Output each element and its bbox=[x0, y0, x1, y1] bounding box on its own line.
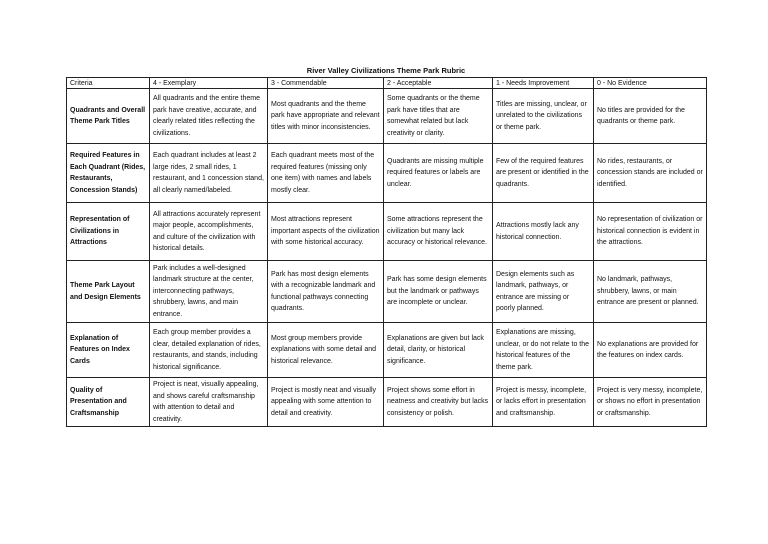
table-cell: Explanations are given but lack detail, clarity, or historical significance. bbox=[384, 323, 493, 378]
rubric-table bbox=[66, 77, 707, 427]
header-criteria: Criteria bbox=[67, 78, 150, 89]
table-cell: Few of the required features are present or identified in the quadrants. bbox=[493, 144, 594, 203]
table-row bbox=[67, 323, 707, 378]
header-row bbox=[67, 78, 707, 89]
table-cell: No rides, restaurants, or concession stands are included or identified. bbox=[594, 144, 707, 203]
table-cell: No representation of civilization or historical connection is evident in the attractions. bbox=[594, 203, 707, 261]
criteria-cell: Required Features in Each Quadrant (Rides, Restaurants, Concession Stands) bbox=[67, 144, 150, 203]
table-row bbox=[67, 378, 707, 427]
table-cell: Each quadrant meets most of the required features (missing only one item) with names and labels mostly clear. bbox=[268, 144, 384, 203]
table-cell: Project is very messy, incomplete, or shows no effort in presentation or craftsmanship. bbox=[594, 378, 707, 427]
table-cell: Most attractions represent important aspects of the civilization with some historical accuracy. bbox=[268, 203, 384, 261]
table-cell: Project is mostly neat and visually appealing with some attention to detail and creativity. bbox=[268, 378, 384, 427]
header-exemplary: 4 - Exemplary bbox=[150, 78, 268, 89]
header-no-evidence: 0 - No Evidence bbox=[594, 78, 707, 89]
table-cell: Quadrants are missing multiple required features or labels are unclear. bbox=[384, 144, 493, 203]
header-commendable: 3 - Commendable bbox=[268, 78, 384, 89]
table-cell: Design elements such as landmark, pathways, or entrance are missing or poorly planned. bbox=[493, 261, 594, 323]
table-cell: Each group member provides a clear, detailed explanation of rides, restaurants, and stands, including historical significance. bbox=[150, 323, 268, 378]
table-cell: Park has some design elements but the landmark or pathways are incomplete or unclear. bbox=[384, 261, 493, 323]
table-cell: Attractions mostly lack any historical connection. bbox=[493, 203, 594, 261]
table-row bbox=[67, 144, 707, 203]
table-cell: Most group members provide explanations with some detail and historical relevance. bbox=[268, 323, 384, 378]
table-cell: Some attractions represent the civilization but many lack accuracy or historical relevance. bbox=[384, 203, 493, 261]
table-cell: Some quadrants or the theme park have titles that are somewhat related but lack creativity or clarity. bbox=[384, 89, 493, 144]
header-needs-improvement: 1 - Needs Improvement bbox=[493, 78, 594, 89]
document-title: River Valley Civilizations Theme Park Rubric bbox=[306, 66, 466, 75]
table-cell: Titles are missing, unclear, or unrelated to the civilizations or theme park. bbox=[493, 89, 594, 144]
table-cell: Project is neat, visually appealing, and shows careful craftsmanship with attention to detail and creativity. bbox=[150, 378, 268, 427]
criteria-cell: Theme Park Layout and Design Elements bbox=[67, 261, 150, 323]
table-cell: All quadrants and the entire theme park have creative, accurate, and clearly related titles reflecting the civilizations. bbox=[150, 89, 268, 144]
criteria-cell: Quadrants and Overall Theme Park Titles bbox=[67, 89, 150, 144]
criteria-cell: Representation of Civilizations in Attractions bbox=[67, 203, 150, 261]
table-cell: Explanations are missing, unclear, or do not relate to the historical features of the theme park. bbox=[493, 323, 594, 378]
table-cell: No titles are provided for the quadrants or theme park. bbox=[594, 89, 707, 144]
table-cell: No explanations are provided for the features on index cards. bbox=[594, 323, 707, 378]
table-cell: All attractions accurately represent major people, accomplishments, and culture of the civilization with historical details. bbox=[150, 203, 268, 261]
table-cell: Most quadrants and the theme park have appropriate and relevant titles with minor inconsistencies. bbox=[268, 89, 384, 144]
table-cell: Park has most design elements with a recognizable landmark and functional pathways connecting quadrants. bbox=[268, 261, 384, 323]
table-cell: No landmark, pathways, shrubbery, lawns, or main entrance are present or planned. bbox=[594, 261, 707, 323]
table-row bbox=[67, 89, 707, 144]
table-row bbox=[67, 261, 707, 323]
criteria-cell: Explanation of Features on Index Cards bbox=[67, 323, 150, 378]
table-cell: Each quadrant includes at least 2 large rides, 2 small rides, 1 restaurant, and 1 concession stand, all clearly named/labeled. bbox=[150, 144, 268, 203]
header-acceptable: 2 - Acceptable bbox=[384, 78, 493, 89]
criteria-cell: Quality of Presentation and Craftsmanship bbox=[67, 378, 150, 427]
table-cell: Park includes a well-designed landmark structure at the center, interconnecting pathways, shrubbery, lawns, and main entrance. bbox=[150, 261, 268, 323]
table-row bbox=[67, 203, 707, 261]
table-cell: Project shows some effort in neatness and creativity but lacks consistency or polish. bbox=[384, 378, 493, 427]
table-cell: Project is messy, incomplete, or lacks effort in presentation and craftsmanship. bbox=[493, 378, 594, 427]
